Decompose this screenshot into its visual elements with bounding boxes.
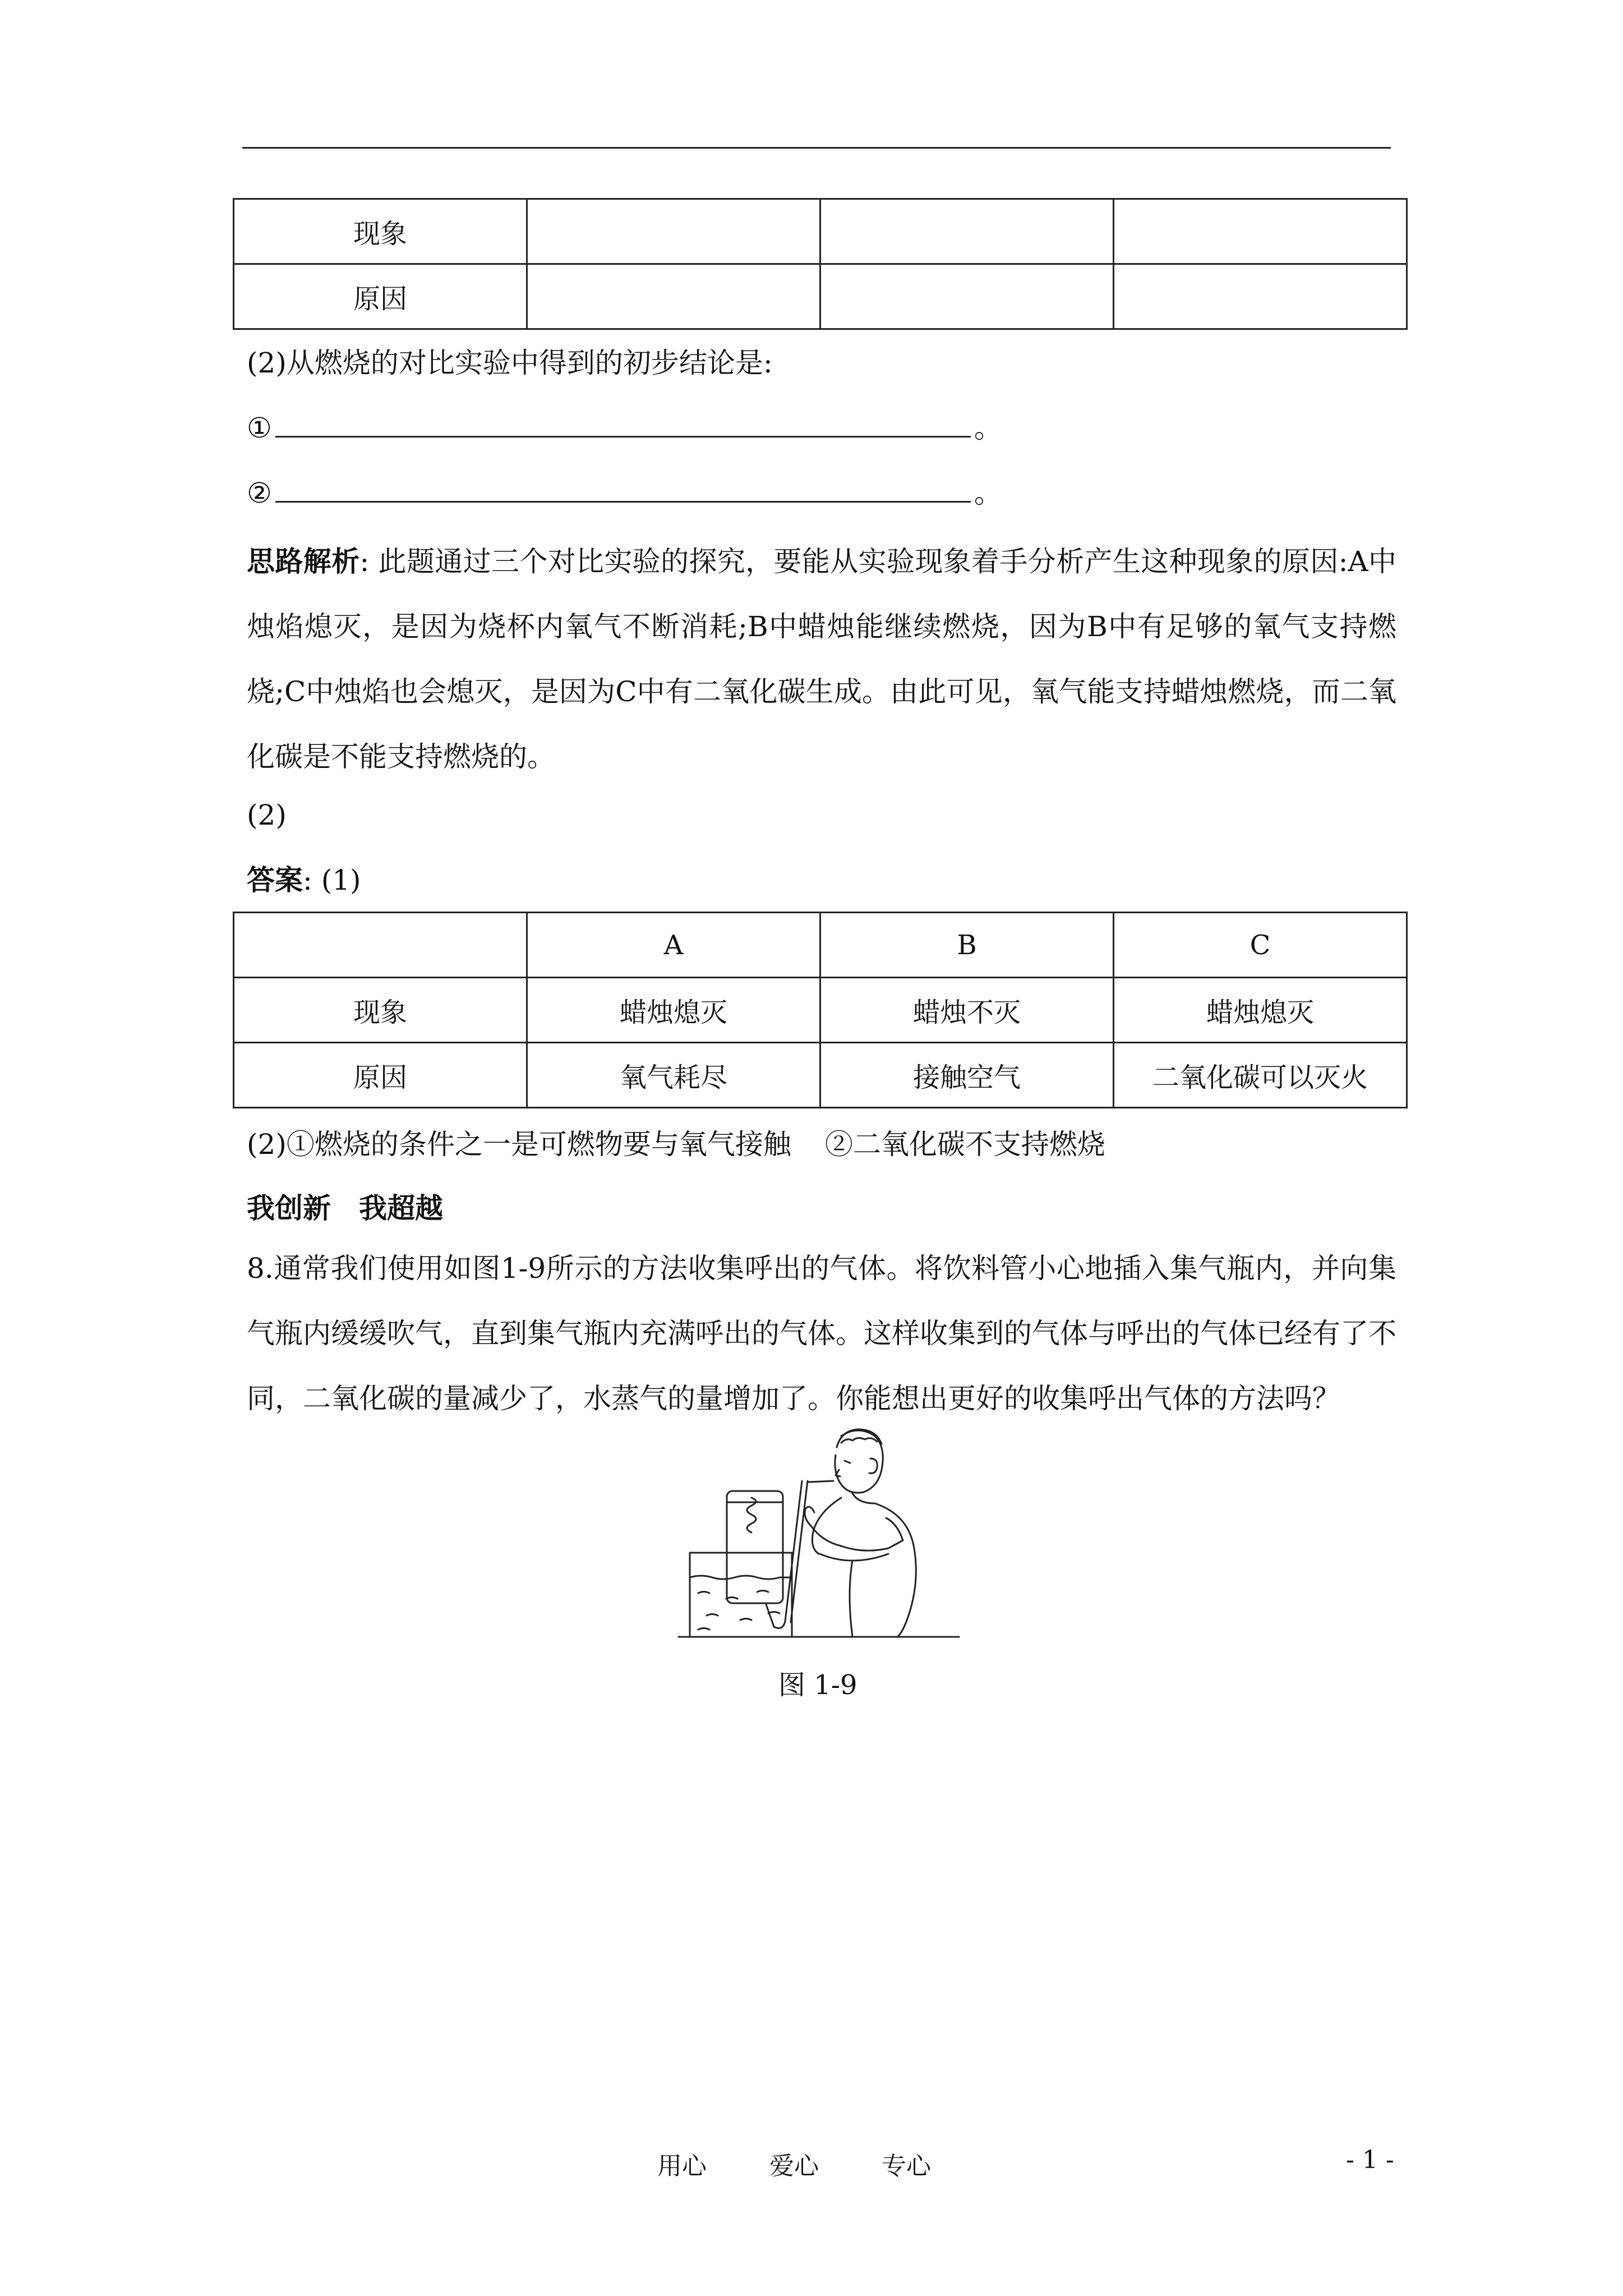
row-label-reason: 原因 <box>234 264 527 329</box>
table-cell: 氧气耗尽 <box>527 1043 820 1108</box>
answer-blank-2[interactable] <box>275 476 971 503</box>
table-row <box>234 978 1407 1043</box>
table-cell <box>820 199 1114 264</box>
answer-table <box>233 912 1408 1108</box>
blank-1-suffix: 。 <box>974 412 1002 444</box>
part-2-marker: (2) <box>247 799 287 831</box>
table-cell: 蜡烛不灭 <box>820 978 1114 1043</box>
answer-label: 答案 <box>247 864 303 896</box>
answer-2-part-2: ②二氧化碳不支持燃烧 <box>824 1128 1105 1161</box>
table-header-cell: C <box>1114 913 1407 978</box>
answer-line <box>247 861 361 900</box>
answer-2-line <box>247 1125 1105 1164</box>
table-row <box>234 1043 1407 1108</box>
figure-caption: 图 1-9 <box>778 1669 857 1701</box>
table-cell <box>527 199 820 264</box>
table-header-cell: A <box>527 913 820 978</box>
conclusion-blank-2 <box>247 473 1002 513</box>
analysis-paragraph <box>247 529 1396 789</box>
page-number: - 1 - <box>1346 2146 1394 2174</box>
gas-collection-illustration <box>673 1414 965 1649</box>
question-2-prompt: (2)从燃烧的对比实验中得到的初步结论是: <box>247 347 773 379</box>
blank-2-suffix: 。 <box>974 477 1002 509</box>
table-cell: 接触空气 <box>820 1043 1114 1108</box>
table-header-cell <box>234 913 527 978</box>
table-row <box>234 199 1407 264</box>
table-cell: 二氧化碳可以灭火 <box>1114 1043 1407 1108</box>
section-heading: 我创新 我超越 <box>247 1192 443 1225</box>
footer-item: 用心 <box>657 2152 707 2180</box>
table-header-row <box>234 913 1407 978</box>
table-header-cell: B <box>820 913 1114 978</box>
table-cell: 蜡烛熄灭 <box>1114 978 1407 1043</box>
answer-text: : (1) <box>303 864 361 896</box>
observation-table-blank <box>233 198 1408 330</box>
question-8: 8.通常我们使用如图1-9所示的方法收集呼出的气体。将饮料管小心地插入集气瓶内，并向集气瓶内缓缓吹气，直到集气瓶内充满呼出的气体。这样收集到的气体与呼出的气体已经有了不同，二氧化碳的量减少了，水蒸气的量增加了。你能想出更好的收集呼出气体的方法吗？ <box>247 1252 1396 1415</box>
answer-2-part-1: (2)①燃烧的条件之一是可燃物要与氧气接触 <box>247 1128 791 1161</box>
blank-2-prefix: ② <box>247 477 272 509</box>
table-row <box>234 264 1407 329</box>
footer-item: 专心 <box>882 2152 931 2180</box>
table-cell <box>1114 199 1407 264</box>
table-cell <box>820 264 1114 329</box>
analysis-label: 思路解析 <box>247 545 360 578</box>
footer-item: 爱心 <box>769 2152 819 2180</box>
table-cell: 蜡烛熄灭 <box>527 978 820 1043</box>
analysis-text: : 此题通过三个对比实验的探究，要能从实验现象着手分析产生这种现象的原因:A中烛焰熄灭，是因为烧杯内氧气不断消耗;B中蜡烛能继续燃烧，因为B中有足够的氧气支持燃烧;C中烛焰也会熄灭，是因为C中有二氧化碳生成。由此可见，氧气能支持蜡烛燃烧，而二氧化碳是不能支持燃烧的。 <box>247 545 1396 773</box>
conclusion-blank-1 <box>247 408 1002 448</box>
blank-1-prefix: ① <box>247 412 272 444</box>
table-cell <box>527 264 820 329</box>
answer-blank-1[interactable] <box>275 411 971 438</box>
header-rule <box>242 147 1391 149</box>
row-label-phenomenon: 现象 <box>234 199 527 264</box>
row-label-phenomenon: 现象 <box>234 978 527 1043</box>
row-label-reason: 原因 <box>234 1043 527 1108</box>
table-cell <box>1114 264 1407 329</box>
